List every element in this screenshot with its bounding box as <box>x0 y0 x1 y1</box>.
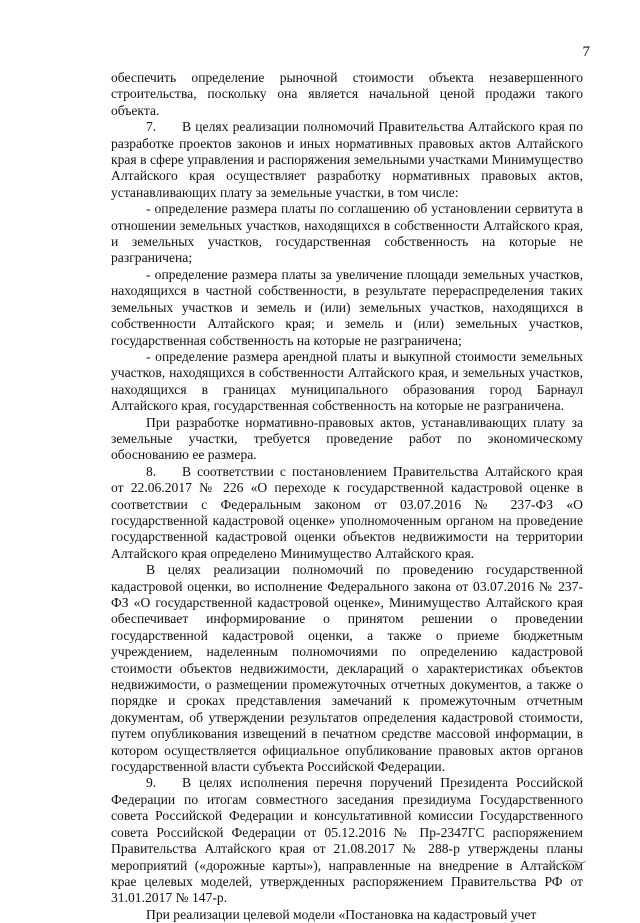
paragraph-7 <box>111 119 583 201</box>
paragraph-text: - определение размера платы по соглашению об установлении сервитута в отношении земельных участков, находящихся в собственности Алтайского края, и земельных участков, государственная собственность на которые не разграничена; <box>111 201 583 266</box>
list-item-rent-purchase-fee <box>111 349 583 415</box>
paragraph-text: В целях исполнения перечня поручений Президента Российской Федерации по итогам совместного заседания президиума Государственного совета Российской Федерации и консультативной комиссии Государственного совета Российской Федерации от 05.12.2016 № Пр-2347ГС распоряжением Правительства Алтайского края от 21.08.2017 № 288-р утверждены планы мероприятий («дорожные карты»), направленные на внедрение в Алтайском крае целевых моделей, утвержденных распоряжением Правительства РФ от 31.01.2017 № 147-р. <box>111 775 583 906</box>
paragraph-continuation <box>111 70 583 119</box>
paragraph-8 <box>111 464 583 562</box>
paragraph-text: В соответствии с постановлением Правительства Алтайского края от 22.06.2017 № 226 «О переходе к государственной кадастровой оценке в соответствии с Федеральным законом от 03.07.2016 № 237-ФЗ «О государственной кадастровой оценке» уполномоченным органом на проведение государственной кадастровой оценки объектов недвижимости на территории Алтайского края определено Минимущество Алтайского края. <box>111 463 583 561</box>
paragraph-text: обеспечить определение рыночной стоимости объекта незавершенного строительства, поскольку она является начальной ценой продажи такого объекта. <box>111 70 583 118</box>
paragraph-text: - определение размера платы за увеличение площади земельных участков, находящихся в частной собственности, в результате перераспределения таких земельных участков и земель и (или) земельных участков, находящихся в собственности Алтайского края; и земель и (или) земельных участков, государственная собственность на которые не разграничена; <box>111 266 583 348</box>
paragraph-number: 9. <box>146 775 157 791</box>
document-body <box>111 70 583 923</box>
paragraph-text: В целях реализации полномочий по проведению государственной кадастровой оценки, во исполнение Федерального закона от 03.07.2016 № 237-ФЗ «О государственной кадастровой оценке», Минимущество Алтайского края обеспечивает информирование о принятом решении о проведении государственной кадастровой оценки, а также о приеме бюджетным учреждением, наделенным полномочиями по определению кадастровой стоимости объектов недвижимости, деклараций о характеристиках объектов недвижимости, о размещении промежуточных отчетных документов, а также о порядке и сроках представления замечаний к промежуточным отчетным документам, об утверждении результатов определения кадастровой стоимости, путем опубликования извещений в печатном средстве массовой информации, в котором осуществляется официальное опубликование правовых актов органов государственной власти субъекта Российской Федерации. <box>111 562 583 775</box>
paragraph-text: - определение размера арендной платы и выкупной стоимости земельных участков, находящихся в собственности Алтайского края, и земельных участков, находящихся в границах муниципального образования город Барнаул Алтайского края, государственная собственность на которые не разграничена. <box>111 348 583 414</box>
paragraph-text: При реализации целевой модели «Постановка на кадастровый учет <box>146 906 537 922</box>
paragraph-9 <box>111 775 583 906</box>
paragraph-cadastral-valuation <box>111 562 583 775</box>
paragraph-economic-justification <box>111 415 583 464</box>
scan-mark-icon <box>528 855 590 873</box>
paragraph-number: 8. <box>146 463 157 479</box>
paragraph-target-model <box>111 907 583 923</box>
paragraph-text: При разработке нормативно-правовых актов, устанавливающих плату за земельные участки, требуется проведение работ по экономическому обоснованию ее размера. <box>111 414 583 463</box>
paragraph-number: 7. <box>146 119 157 135</box>
paragraph-text: В целях реализации полномочий Правительства Алтайского края по разработке проектов законов и иных нормативных правовых актов Алтайского края в сфере управления и распоряжения земельными участками Минимущество Алтайского края осуществляет разработку нормативных правовых актов, устанавливающих плату за земельные участки, в том числе: <box>111 119 583 200</box>
list-item-area-increase-fee <box>111 267 583 349</box>
list-item-servitude-fee <box>111 201 583 267</box>
page-number: 7 <box>582 44 590 60</box>
